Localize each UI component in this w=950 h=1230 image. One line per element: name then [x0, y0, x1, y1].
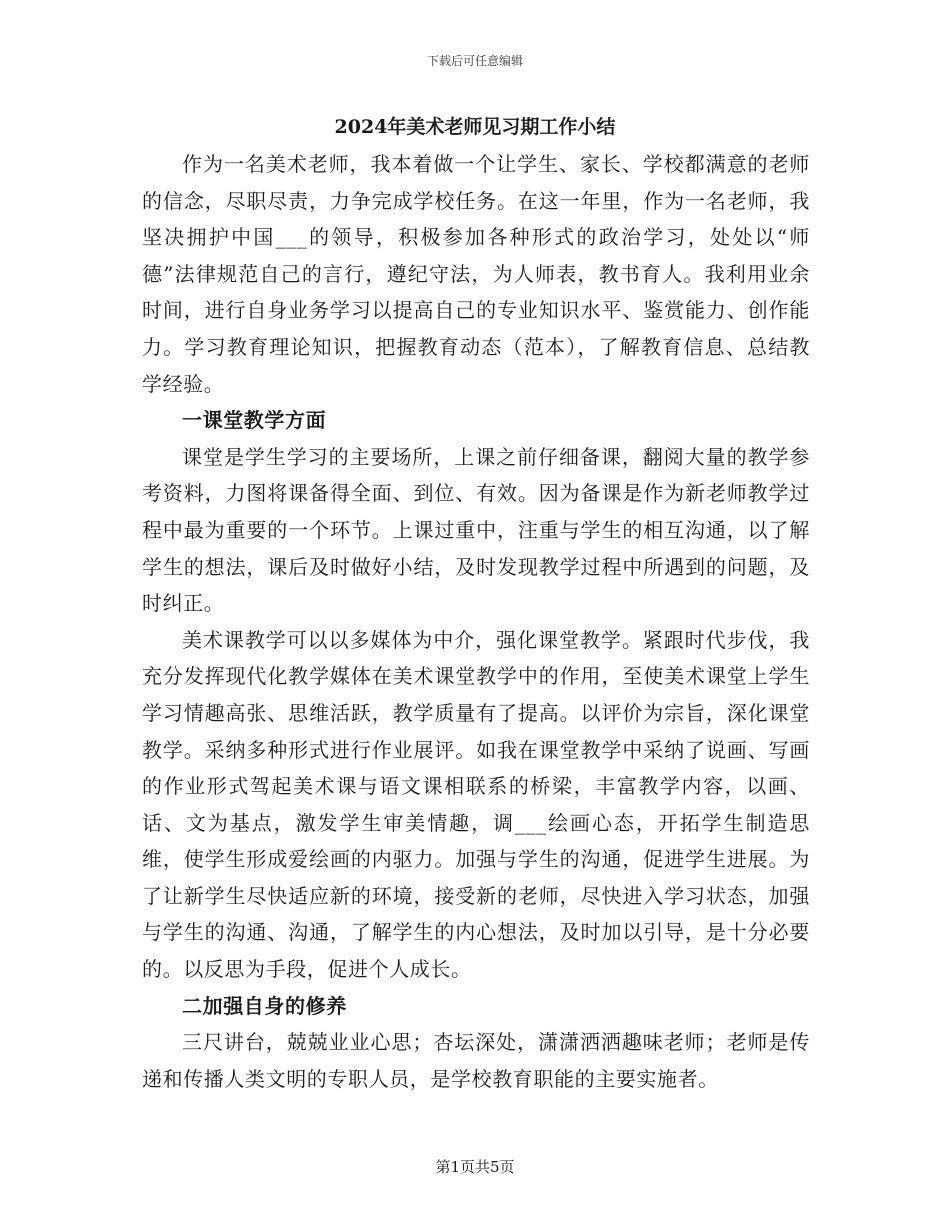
section-heading-self-cultivation: 二加强自身的修养 [182, 993, 347, 1018]
paragraph-multimedia: 美术课教学可以以多媒体为中介，强化课堂教学。紧跟时代步伐，我充分发挥现代化教学媒体在美术课堂教学中的作用，至使美术课堂上学生学习情趣高张、思维活跃，教学质量有了提高。以评价为宗旨，深化课堂教学。采纳多种形式进行作业展评。如我在课堂教学中采纳了说画、写画的作业形式驾起美术课与语文课相联系的桥梁，丰富教学内容，以画、话、文为基点，激发学生审美情趣，调___绘画心态，开拓学生制造思维，使学生形成爱绘画的内驱力。加强与学生的沟通，促进学生进展。为了让新学生尽快适应新的环境，接受新的老师，尽快进入学习状态，加强与学生的沟通、沟通，了解学生的内心想法，及时加以引导，是十分必要的。以反思为手段，促进个人成长。 [142, 627, 810, 982]
paragraph-classroom: 课堂是学生学习的主要场所，上课之前仔细备课，翻阅大量的教学参考资料，力图将课备得全面、到位、有效。因为备课是作为新老师教学过程中最为重要的一个环节。上课过重中，注重与学生的相互沟通，以了解学生的想法，课后及时做好小结，及时发现教学过程中所遇到的问题，及时纠正。 [142, 444, 810, 616]
section-heading-classroom-teaching: 一课堂教学方面 [182, 408, 327, 433]
document-title: 2024年美术老师见习期工作小结 [334, 116, 616, 138]
document-body [142, 146, 810, 1097]
page-number: 第1页共5页 [435, 1158, 515, 1176]
paragraph-intro: 作为一名美术老师，我本着做一个让学生、家长、学校都满意的老师的信念，尽职尽责，力争完成学校任务。在这一年里，作为一名老师，我坚决拥护中国___的领导，积极参加各种形式的政治学习，处处以“师德”法律规范自己的言行，遵纪守法，为人师表，教书育人。我利用业余时间，进行自身业务学习以提高自己的专业知识水平、鉴赏能力、创作能力。学习教育理论知识，把握教育动态（范本），了解教育信息、总结教学经验。 [142, 152, 810, 396]
header-note: 下载后可任意编辑 [426, 54, 523, 68]
paragraph-cultivation: 三尺讲台，兢兢业业心思；杏坛深处，潇潇洒洒趣味老师；老师是传递和传播人类文明的专职人员，是学校教育职能的主要实施者。 [142, 1030, 810, 1091]
